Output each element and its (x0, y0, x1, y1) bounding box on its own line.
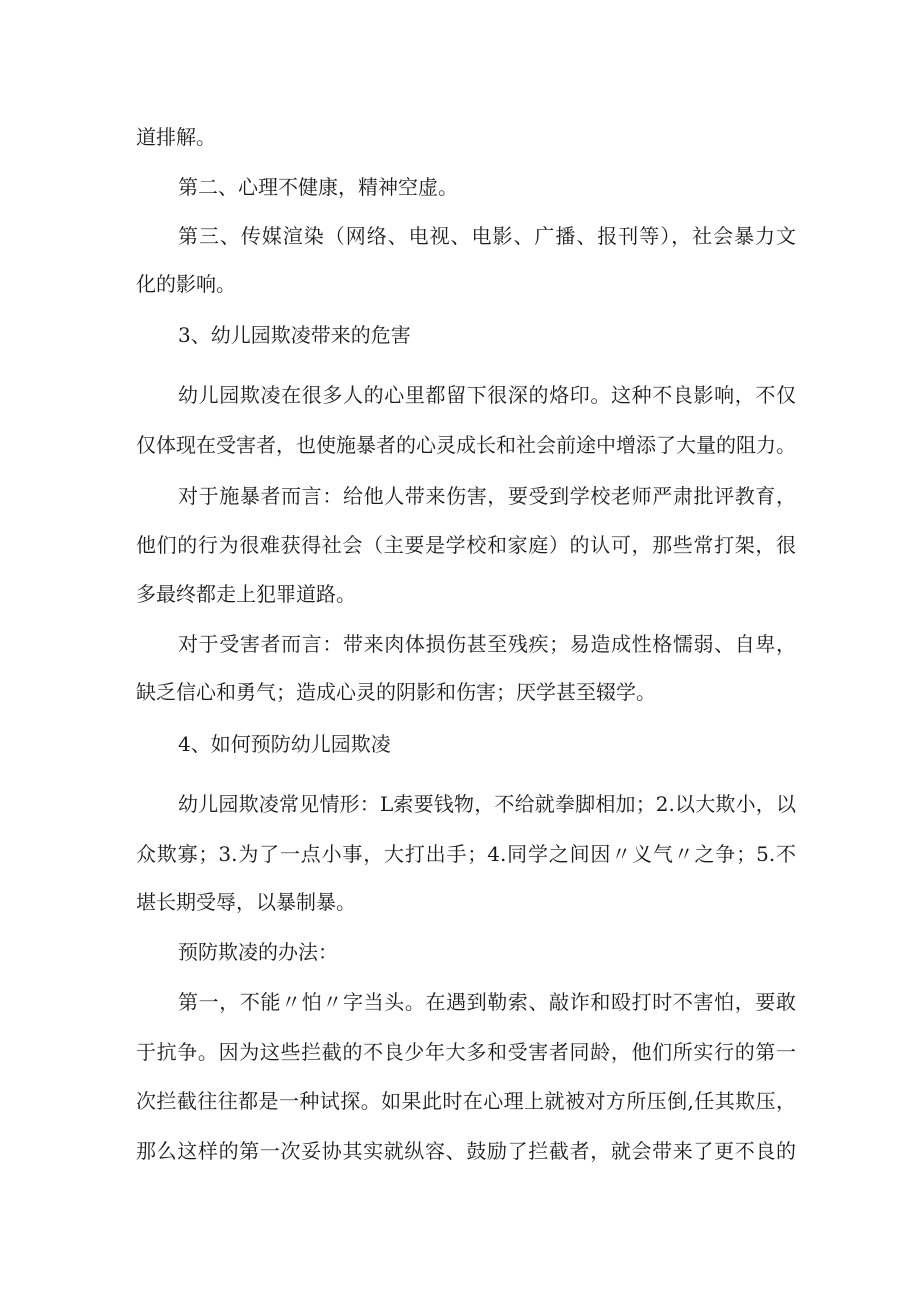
paragraph-line: 对于受害者而言：带来肉体损伤甚至残疾；易造成性格懦弱、自卑， (178, 632, 796, 656)
paragraph-line: 堪长期受辱，以暴制暴。 (136, 890, 356, 914)
paragraph-line: 缺乏信心和勇气；造成心灵的阴影和伤害；厌学甚至辍学。 (136, 680, 656, 704)
section-heading-3: 3、幼儿园欺凌带来的危害 (178, 323, 411, 347)
paragraph-line: 幼儿园欺凌在很多人的心里都留下很深的烙印。这种不良影响，不仅 (178, 383, 796, 407)
section-heading-4: 4、如何预防幼儿园欺凌 (178, 732, 391, 756)
paragraph-line: 那么这样的第一次妥协其实就纵容、鼓励了拦截者，就会带来了更不良的 (136, 1139, 796, 1163)
paragraph-line: 第一，不能〃怕〃字当头。在遇到勒索、敲诈和殴打时不害怕，要敢 (178, 990, 796, 1014)
paragraph-line: 对于施暴者而言：给他人带来伤害，要受到学校老师严肃批评教育， (178, 484, 796, 508)
paragraph-line: 化的影响。 (136, 272, 236, 296)
paragraph-line: 预防欺凌的办法： (178, 940, 338, 964)
paragraph-line: 第三、传媒渲染（网络、电视、电影、广播、报刊等），社会暴力文 (178, 224, 796, 248)
paragraph-line: 众欺寡；3.为了一点小事，大打出手；4.同学之间因〃义气〃之争；5.不 (136, 842, 796, 866)
paragraph-line: 他们的行为很难获得社会（主要是学校和家庭）的认可，那些常打架，很 (136, 533, 796, 557)
paragraph-line: 第二、心理不健康，精神空虚。 (178, 175, 458, 199)
paragraph-line: 道排解。 (136, 125, 216, 149)
paragraph-line: 于抗争。因为这些拦截的不良少年大多和受害者同龄，他们所实行的第一 (136, 1040, 796, 1064)
paragraph-line: 仅体现在受害者，也使施暴者的心灵成长和社会前途中增添了大量的阻力。 (136, 433, 796, 457)
paragraph-line: 多最终都走上犯罪道路。 (136, 582, 356, 606)
paragraph-line: 次拦截往往都是一种试探。如果此时在心理上就被对方所压倒,任其欺压， (136, 1089, 796, 1113)
paragraph-line: 幼儿园欺凌常见情形：L索要钱物，不给就拳脚相加；2.以大欺小，以 (178, 792, 796, 816)
